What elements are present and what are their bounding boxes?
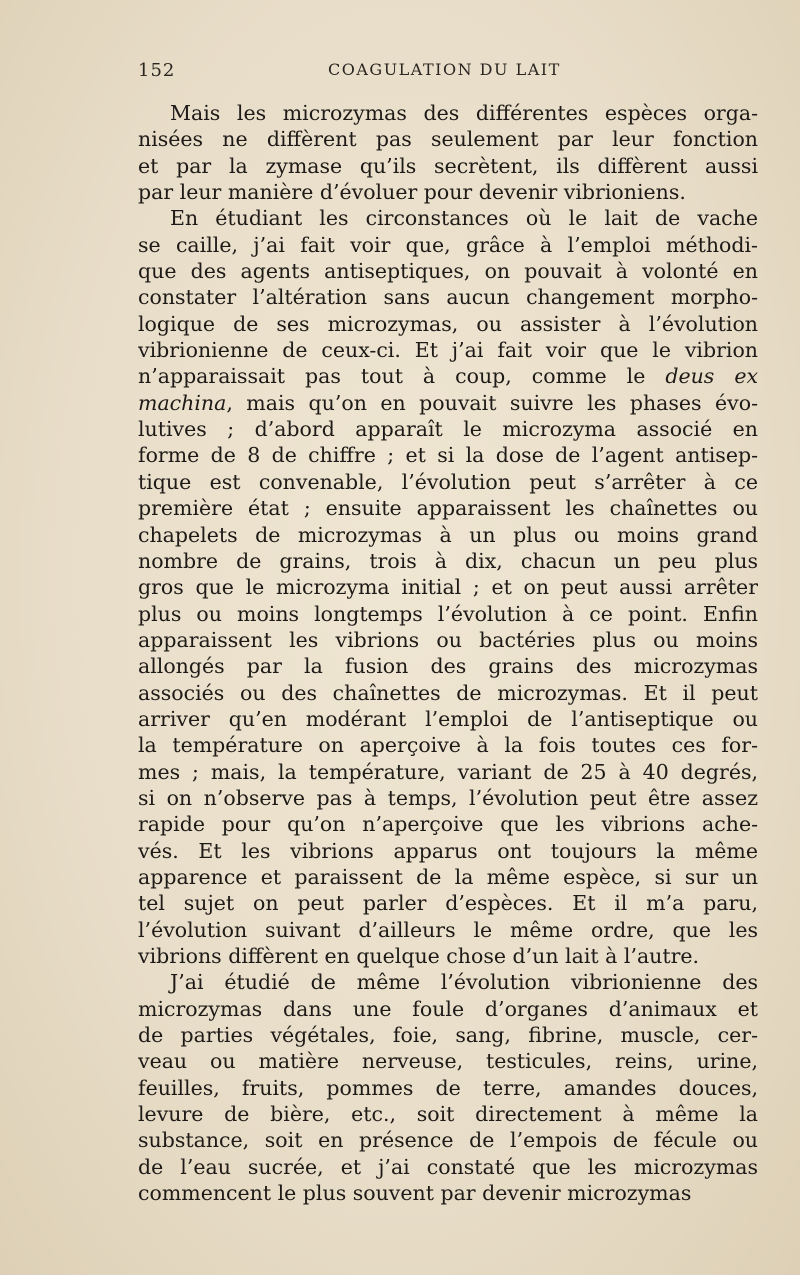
text-line: que des agents antiseptiques, on pouvait à volonté en xyxy=(138,259,758,284)
italic-phrase: deus ex xyxy=(665,364,758,389)
text-line: allongés par la fusion des grains des microzymas xyxy=(138,654,758,679)
text-line: vibrions diffèrent en quelque chose d’un lait à l’autre. xyxy=(138,944,700,968)
text-line: forme de 8 de chiffre ; et si la dose de l’agent antisep- xyxy=(138,443,758,468)
text-line: apparaissent les vibrions ou bactéries plus ou moins xyxy=(138,627,758,652)
text-line: première état ; ensuite apparaissent les chaînettes ou xyxy=(138,496,758,521)
text-line: si on n’observe pas à temps, l’évolution peut être assez xyxy=(138,785,758,810)
text-line: levure de bière, etc., soit directement à même la xyxy=(138,1102,758,1127)
text-line: se caille, j’ai fait voir que, grâce à l’emploi méthodi- xyxy=(138,232,758,257)
text-line: tique est convenable, l’évolution peut s’arrêter à ce xyxy=(138,469,758,494)
text-line: de l’eau sucrée, et j’ai constaté que les microzymas xyxy=(138,1154,758,1179)
text-line: mes ; mais, la température, variant de 25 à 40 degrés, xyxy=(138,759,758,784)
text-line: feuilles, fruits, pommes de terre, amandes douces, xyxy=(138,1075,758,1100)
text-line: nombre de grains, trois à dix, chacun un peu plus xyxy=(138,548,758,573)
text-line: arriver qu’en modérant l’emploi de l’antiseptique ou xyxy=(138,706,758,731)
text-line: associés ou des chaînettes de microzymas. Et il peut xyxy=(138,680,758,705)
running-head xyxy=(138,60,758,84)
text-line: nisées ne diffèrent pas seulement par leur fonction xyxy=(138,127,758,152)
text-line: vés. Et les vibrions apparus ont toujours la même xyxy=(138,838,758,863)
text-line: de parties végétales, foie, sang, fibrine, muscle, cer- xyxy=(138,1023,758,1048)
text-line: veau ou matière nerveuse, testicules, reins, urine, xyxy=(138,1049,758,1074)
text-line: rapide pour qu’on n’aperçoive que les vibrions ache- xyxy=(138,812,758,837)
text-line: En étudiant les circonstances où le lait de vache xyxy=(170,206,758,231)
text-line: par leur manière d’évoluer pour devenir vibrioniens. xyxy=(138,180,686,205)
text-line: Mais les microzymas des différentes espèces orga- xyxy=(170,101,758,125)
text-line: n’apparaissait pas tout à coup, comme le deus ex xyxy=(138,364,758,389)
text-line: l’évolution suivant d’ailleurs le même ordre, que les xyxy=(138,917,758,942)
text-line: apparence et paraissent de la même espèce, si sur un xyxy=(138,864,758,889)
text-line: plus ou moins longtemps l’évolution à ce point. Enfin xyxy=(138,601,758,626)
body-text xyxy=(138,100,758,1206)
text-line: et par la zymase qu’ils secrètent, ils diffèrent aussi xyxy=(138,153,758,178)
text-line: machina, mais qu’on en pouvait suivre les phases évo- xyxy=(138,390,758,415)
text-line: gros que le microzyma initial ; et on peut aussi arrêter xyxy=(138,575,758,600)
text-line: tel sujet on peut parler d’espèces. Et il m’a paru, xyxy=(138,891,758,916)
page-number: 152 xyxy=(138,60,176,81)
text-line: J’ai étudié de même l’évolution vibrionienne des xyxy=(170,970,758,995)
text-line: constater l’altération sans aucun changement morpho- xyxy=(138,285,758,310)
text-line: lutives ; d’abord apparaît le microzyma associé en xyxy=(138,417,758,442)
text-line: chapelets de microzymas à un plus ou moins grand xyxy=(138,522,758,547)
text-line: la température on aperçoive à la fois toutes ces for- xyxy=(138,733,758,758)
text-line: microzymas dans une foule d’organes d’animaux et xyxy=(138,996,758,1021)
italic-phrase: machina xyxy=(138,390,227,415)
text-line: logique de ses microzymas, ou assister à l’évolution xyxy=(138,311,758,336)
text-line: substance, soit en présence de l’empois de fécule ou xyxy=(138,1128,758,1153)
text-line: vibrionienne de ceux-ci. Et j’ai fait voir que le vibrion xyxy=(138,338,758,363)
running-title: COAGULATION DU LAIT xyxy=(328,60,561,79)
text-line: commencent le plus souvent par devenir microzymas xyxy=(138,1181,692,1206)
